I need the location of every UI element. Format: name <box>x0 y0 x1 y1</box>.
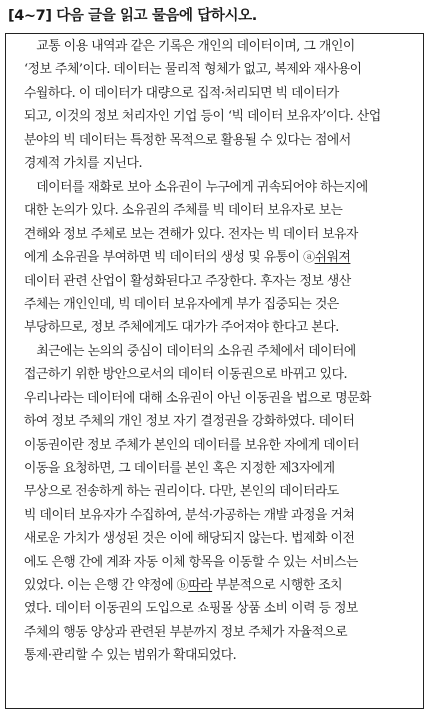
text-line: 부당하므로, 정보 주체에게도 대가가 주어져야 한다고 본다. <box>24 320 339 336</box>
text-line: 경제적 가치를 지닌다. <box>24 155 143 171</box>
passage-box <box>5 33 424 709</box>
text-line: 에도 은행 간에 계좌 자동 이체 항목을 이동할 수 있는 서비스는 <box>24 554 358 570</box>
text-line: 최근에는 논의의 중심이 데이터의 소유권 주체에서 데이터에 <box>24 344 356 359</box>
underlined-word: 따라 <box>188 577 213 593</box>
text-line: 통제·관리할 수 있는 범위가 확대되었다. <box>24 648 237 664</box>
text-line: 우리나라는 데이터에 대해 소유권이 아닌 이동권을 법으로 명문화 <box>24 390 371 406</box>
text-line: 무상으로 전송하게 하는 권리이다. 다만, 본인의 데이터라도 <box>24 484 339 500</box>
text-line: 분야의 빅 데이터는 특정한 목적으로 활용될 수 있다는 점에서 <box>24 132 351 148</box>
text-line: ‘정보 주체’이다. 데이터는 물리적 형체가 없고, 복제와 재사용이 <box>24 62 362 78</box>
text-line: 하여 정보 주체의 개인 정보 자기 결정권을 강화하였다. 데이터 <box>24 414 355 430</box>
line-segment: 에게 소유권을 부여하면 빅 데이터의 생성 및 유통이 <box>24 250 304 266</box>
text-line: 교통 이용 내역과 같은 기록은 개인의 데이터이며, 그 개인이 <box>24 39 355 54</box>
circled-marker: ⓑ <box>176 577 189 592</box>
text-line: 대한 논의가 있다. 소유권의 주체를 빅 데이터 보유자로 보는 <box>24 203 343 219</box>
text-line <box>24 574 420 597</box>
line-segment: 있었다. 이는 은행 간 약정에 <box>24 577 177 593</box>
paragraph-2 <box>24 176 420 340</box>
question-header: [4~7] 다음 글을 읽고 물음에 답하시오. <box>8 8 257 24</box>
paragraph-3 <box>24 340 420 667</box>
line-segment: 부분적으로 시행한 조치 <box>212 577 343 593</box>
text-line: 이동권이란 정보 주체가 본인의 데이터를 보유한 자에게 데이터 <box>24 437 360 453</box>
text-line: 수월하다. 이 데이터가 대량으로 집적·처리되면 빅 데이터가 <box>24 85 339 101</box>
text-line: 이동을 요청하면, 그 데이터를 본인 혹은 지정한 제3자에게 <box>24 460 335 476</box>
text-line: 데이터 관련 산업이 활성화된다고 주장한다. 후자는 정보 생산 <box>24 273 351 289</box>
text-line: 빅 데이터 보유자가 수집하여, 분석·가공하는 개발 과정을 거쳐 <box>24 507 355 523</box>
text-line: 였다. 데이터 이동권의 도입으로 쇼핑몰 상품 소비 이력 등 정보 <box>24 601 358 617</box>
text-line: 되고, 이것의 정보 처리자인 기업 등이 ‘빅 데이터 보유자’이다. 산업 <box>24 109 381 125</box>
text-line: 접근하기 위한 방안으로서의 데이터 이동권으로 바뀌고 있다. <box>24 367 348 383</box>
text-line: 주체는 개인인데, 빅 데이터 보유자에게 부가 집중되는 것은 <box>24 296 339 312</box>
text-line: 주체의 행동 양상과 관련된 부분까지 정보 주체가 자율적으로 <box>24 624 348 640</box>
circled-marker: ⓐ <box>303 250 315 265</box>
underlined-word: 쉬워져 <box>314 250 351 266</box>
text-line: 새로운 가치가 생성된 것은 이에 해당되지 않는다. 법제화 이전 <box>24 531 355 547</box>
paragraph-1 <box>24 35 420 175</box>
text-line: 견해와 정보 주체로 보는 견해가 있다. 전자는 빅 데이터 보유자 <box>24 226 358 242</box>
text-line: 데이터를 재화로 보아 소유권이 누구에게 귀속되어야 하는지에 <box>24 180 368 195</box>
text-line <box>24 246 420 269</box>
